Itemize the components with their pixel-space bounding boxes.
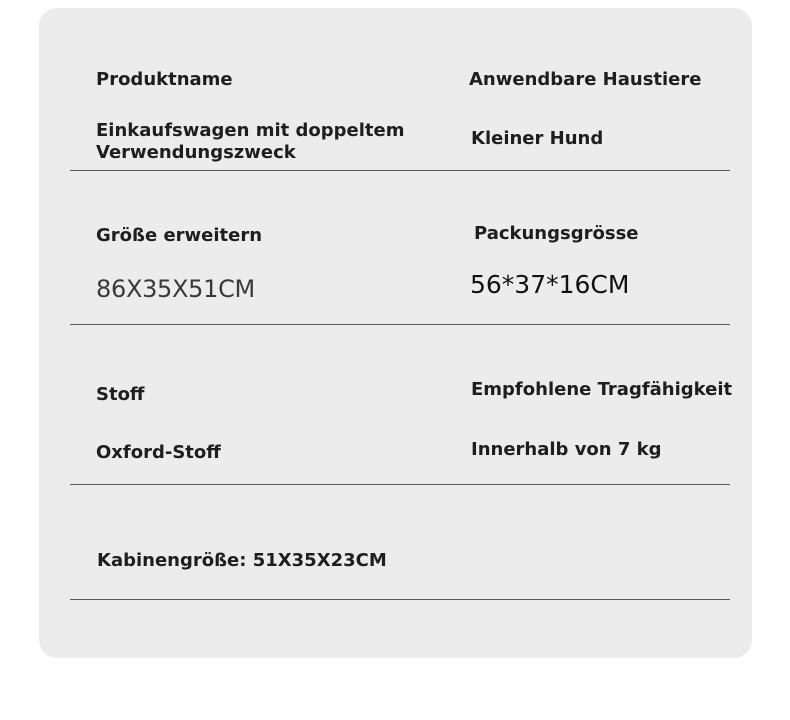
row-divider — [70, 324, 730, 325]
applicable-pets-value: Kleiner Hund — [471, 128, 604, 149]
row-divider — [70, 170, 730, 171]
product-name-label: Produktname — [96, 69, 233, 90]
recommended-load-value: Innerhalb von 7 kg — [471, 439, 662, 460]
package-size-label: Packungsgrösse — [474, 223, 639, 244]
fabric-label: Stoff — [96, 384, 145, 405]
recommended-load-label: Empfohlene Tragfähigkeit — [471, 379, 733, 400]
applicable-pets-label: Anwendbare Haustiere — [469, 69, 702, 90]
product-name-value: Einkaufswagen mit doppeltem Verwendungszweck — [96, 120, 405, 163]
expanded-size-label: Größe erweitern — [96, 225, 263, 246]
row-divider — [70, 484, 730, 485]
expanded-size-value: 86X35X51CM — [96, 275, 255, 303]
row-divider — [70, 599, 730, 600]
package-size-value: 56*37*16CM — [470, 270, 630, 299]
cabin-size-label: Kabinengröße: 51X35X23CM — [97, 550, 387, 571]
fabric-value: Oxford-Stoff — [96, 442, 221, 463]
